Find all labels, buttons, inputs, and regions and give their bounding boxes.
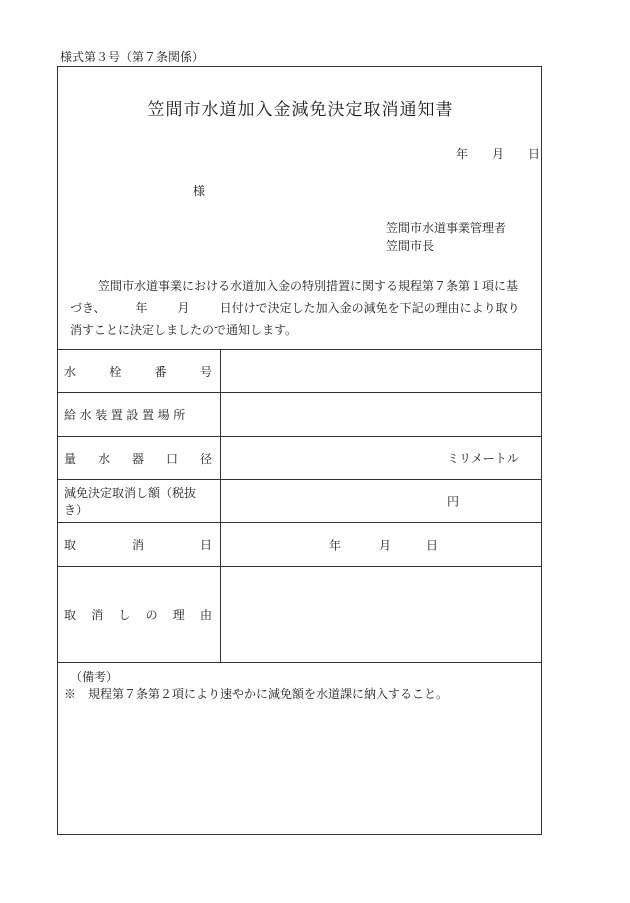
notice-body (70, 275, 532, 341)
body-line-2-prefix: づき、 (70, 301, 106, 315)
unit-yen: 円 (447, 494, 460, 509)
body-line-1: 笠間市水道事業における水道加入金の特別措置に関する規程第７条第１項に基 (98, 279, 519, 293)
label-char: 口 (165, 451, 178, 466)
row-cancel-reason (58, 566, 541, 662)
label-char: 番 (154, 364, 167, 379)
body-year: 年 (135, 301, 148, 315)
cancel-date-month: 月 (379, 538, 392, 552)
row-cancel-date (58, 522, 541, 566)
document-title: 笠間市水道加入金減免決定取消通知書 (147, 100, 454, 120)
value-cancel-amount[interactable] (221, 480, 541, 522)
form-number: 様式第３号（第７条関係） (60, 50, 205, 64)
label-char: 取 (64, 608, 77, 622)
value-meter-diameter[interactable] (221, 437, 541, 479)
label-text: 給水装置設置場所 (64, 408, 189, 422)
notice-form (57, 66, 542, 835)
label-char: し (118, 608, 131, 622)
label-char: 消 (131, 538, 144, 552)
date-month-label: 月 (492, 147, 505, 161)
unit-millimeter: ミリメートル (447, 451, 519, 466)
row-hydrant-number (58, 349, 541, 392)
label-cancel-date (58, 523, 221, 566)
issuer-mayor: 笠間市長 (386, 239, 435, 253)
value-cancel-reason[interactable] (221, 567, 541, 662)
date-day-label: 日 (528, 147, 541, 161)
detail-table (58, 349, 541, 662)
date-year-label: 年 (456, 147, 469, 161)
issuer-title: 笠間市水道事業管理者 (386, 221, 507, 235)
label-char: の (145, 608, 158, 622)
cancel-date-day: 日 (426, 538, 439, 552)
cancel-date-year: 年 (329, 538, 342, 552)
label-cancel-amount (58, 480, 221, 522)
label-char: 量 (64, 451, 77, 466)
label-char: 径 (199, 451, 212, 466)
row-cancel-amount (58, 479, 541, 522)
body-line-3: 消すことに決定しましたので通知します。 (70, 323, 298, 337)
notes-heading: （備考） (70, 670, 119, 684)
label-meter-diameter (58, 437, 221, 479)
value-hydrant-number[interactable] (221, 350, 541, 392)
label-char: 消 (91, 608, 104, 622)
label-char: 理 (172, 608, 185, 622)
body-month: 月 (177, 301, 190, 315)
row-installation-location (58, 392, 541, 436)
label-char: 器 (131, 451, 144, 466)
value-cancel-date[interactable] (221, 523, 541, 566)
row-meter-diameter (58, 436, 541, 479)
label-cancel-reason (58, 567, 221, 662)
addressee-suffix: 様 (193, 184, 206, 198)
notes-section (58, 662, 541, 835)
body-line-2-suffix: 日付けで決定した加入金の減免を下記の理由により取り (219, 301, 520, 315)
label-char: 号 (199, 364, 212, 379)
notes-text: ※ 規程第７条第２項により速やかに減免額を水道課に納入すること。 (64, 687, 449, 701)
label-char: 栓 (109, 364, 122, 379)
body-line-2 (70, 297, 532, 319)
label-char: 水 (97, 451, 110, 466)
value-installation-location[interactable] (221, 393, 541, 436)
label-char: 取 (64, 538, 77, 552)
label-char: 水 (64, 364, 77, 379)
label-char: 日 (199, 538, 212, 552)
label-char: 由 (199, 608, 212, 622)
label-hydrant-number (58, 350, 221, 392)
label-installation-location (58, 393, 221, 436)
label-text: 減免決定取消し額（税抜き） (64, 486, 197, 517)
